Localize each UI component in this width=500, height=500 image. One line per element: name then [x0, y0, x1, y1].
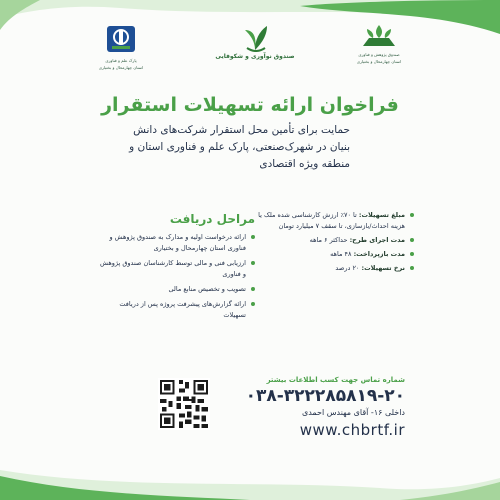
term-label: مبلغ تسهیلات: [358, 211, 405, 219]
phone-number[interactable]: ۰۳۸-۳۲۲۲۸۵۸۱۹-۲۰ [245, 386, 405, 406]
terms-section [254, 210, 414, 277]
term-label: مدت بازپرداخت: [353, 250, 405, 258]
term-item-rate [254, 263, 414, 274]
science-park-logo-text-2: استان چهارمحال و بختیاری [98, 65, 144, 70]
stage-item: ارزیابی فنی و مالی توسط کارشناسان صندوق پژوهش و فناوری [95, 258, 255, 280]
website-link[interactable]: www.chbrtf.ir [299, 421, 405, 439]
stage-item: تصویب و تخصیص منابع مالی [95, 284, 255, 295]
contact-heading: شماره تماس جهت کسب اطلاعات بیشتر [266, 376, 405, 384]
stage-item: ارائه گزارش‌های پیشرفت پروژه پس از دریافت تسهیلات [95, 299, 255, 321]
research-fund-logo-text-2: استان چهارمحال و بختیاری [356, 59, 402, 64]
term-item-repayment [254, 249, 414, 260]
extension-text: داخلی ۱۶- آقای مهندس احمدی [301, 408, 405, 417]
science-park-logo-text-1: پارک علم و فناوری [105, 58, 137, 63]
science-park-logo [98, 22, 144, 70]
term-label: مدت اجرای طرح: [349, 236, 405, 244]
page-title: فراخوان ارائه تسهیلات استقرار [101, 94, 399, 116]
term-value: ۲۰ درصد [335, 264, 360, 272]
intro-paragraph: حمایت برای تأمین محل استقرار شرکت‌های دانش بنیان در شهرک‌صنعتی، پارک علم و فناوری استان و منطقه ویژه اقتصادی [129, 124, 350, 170]
term-item-amount [254, 210, 414, 232]
term-value: تا ۷۰٪ ارزش کارشناسی شده ملک یا هزینه احداث/بازسازی، تا سقف ۷ میلیارد تومان [258, 211, 405, 230]
research-fund-logo-text-1: صندوق پژوهش و فناوری [358, 52, 400, 57]
term-value: ۴۸ ماهه [330, 250, 352, 258]
stages-section [95, 212, 255, 325]
science-park-logo-icon [104, 22, 138, 56]
stages-title: مراحل دریافت [169, 212, 255, 226]
innovation-fund-logo-text: صندوق نوآوری و شکوفایی [215, 53, 295, 60]
innovation-fund-logo [215, 22, 295, 60]
term-label: نرخ تسهیلات: [361, 264, 405, 272]
research-fund-logo-icon [359, 22, 399, 50]
stage-item: ارائه درخواست اولیه و مدارک به صندوق پژوهش و فناوری استان چهارمحال و بختیاری [95, 232, 255, 254]
term-item-duration [254, 235, 414, 246]
research-fund-logo [353, 22, 405, 64]
term-value: حداکثر ۶ ماهه [309, 236, 348, 244]
bottom-swoosh-decoration [0, 420, 500, 500]
innovation-fund-logo-icon [241, 22, 269, 52]
